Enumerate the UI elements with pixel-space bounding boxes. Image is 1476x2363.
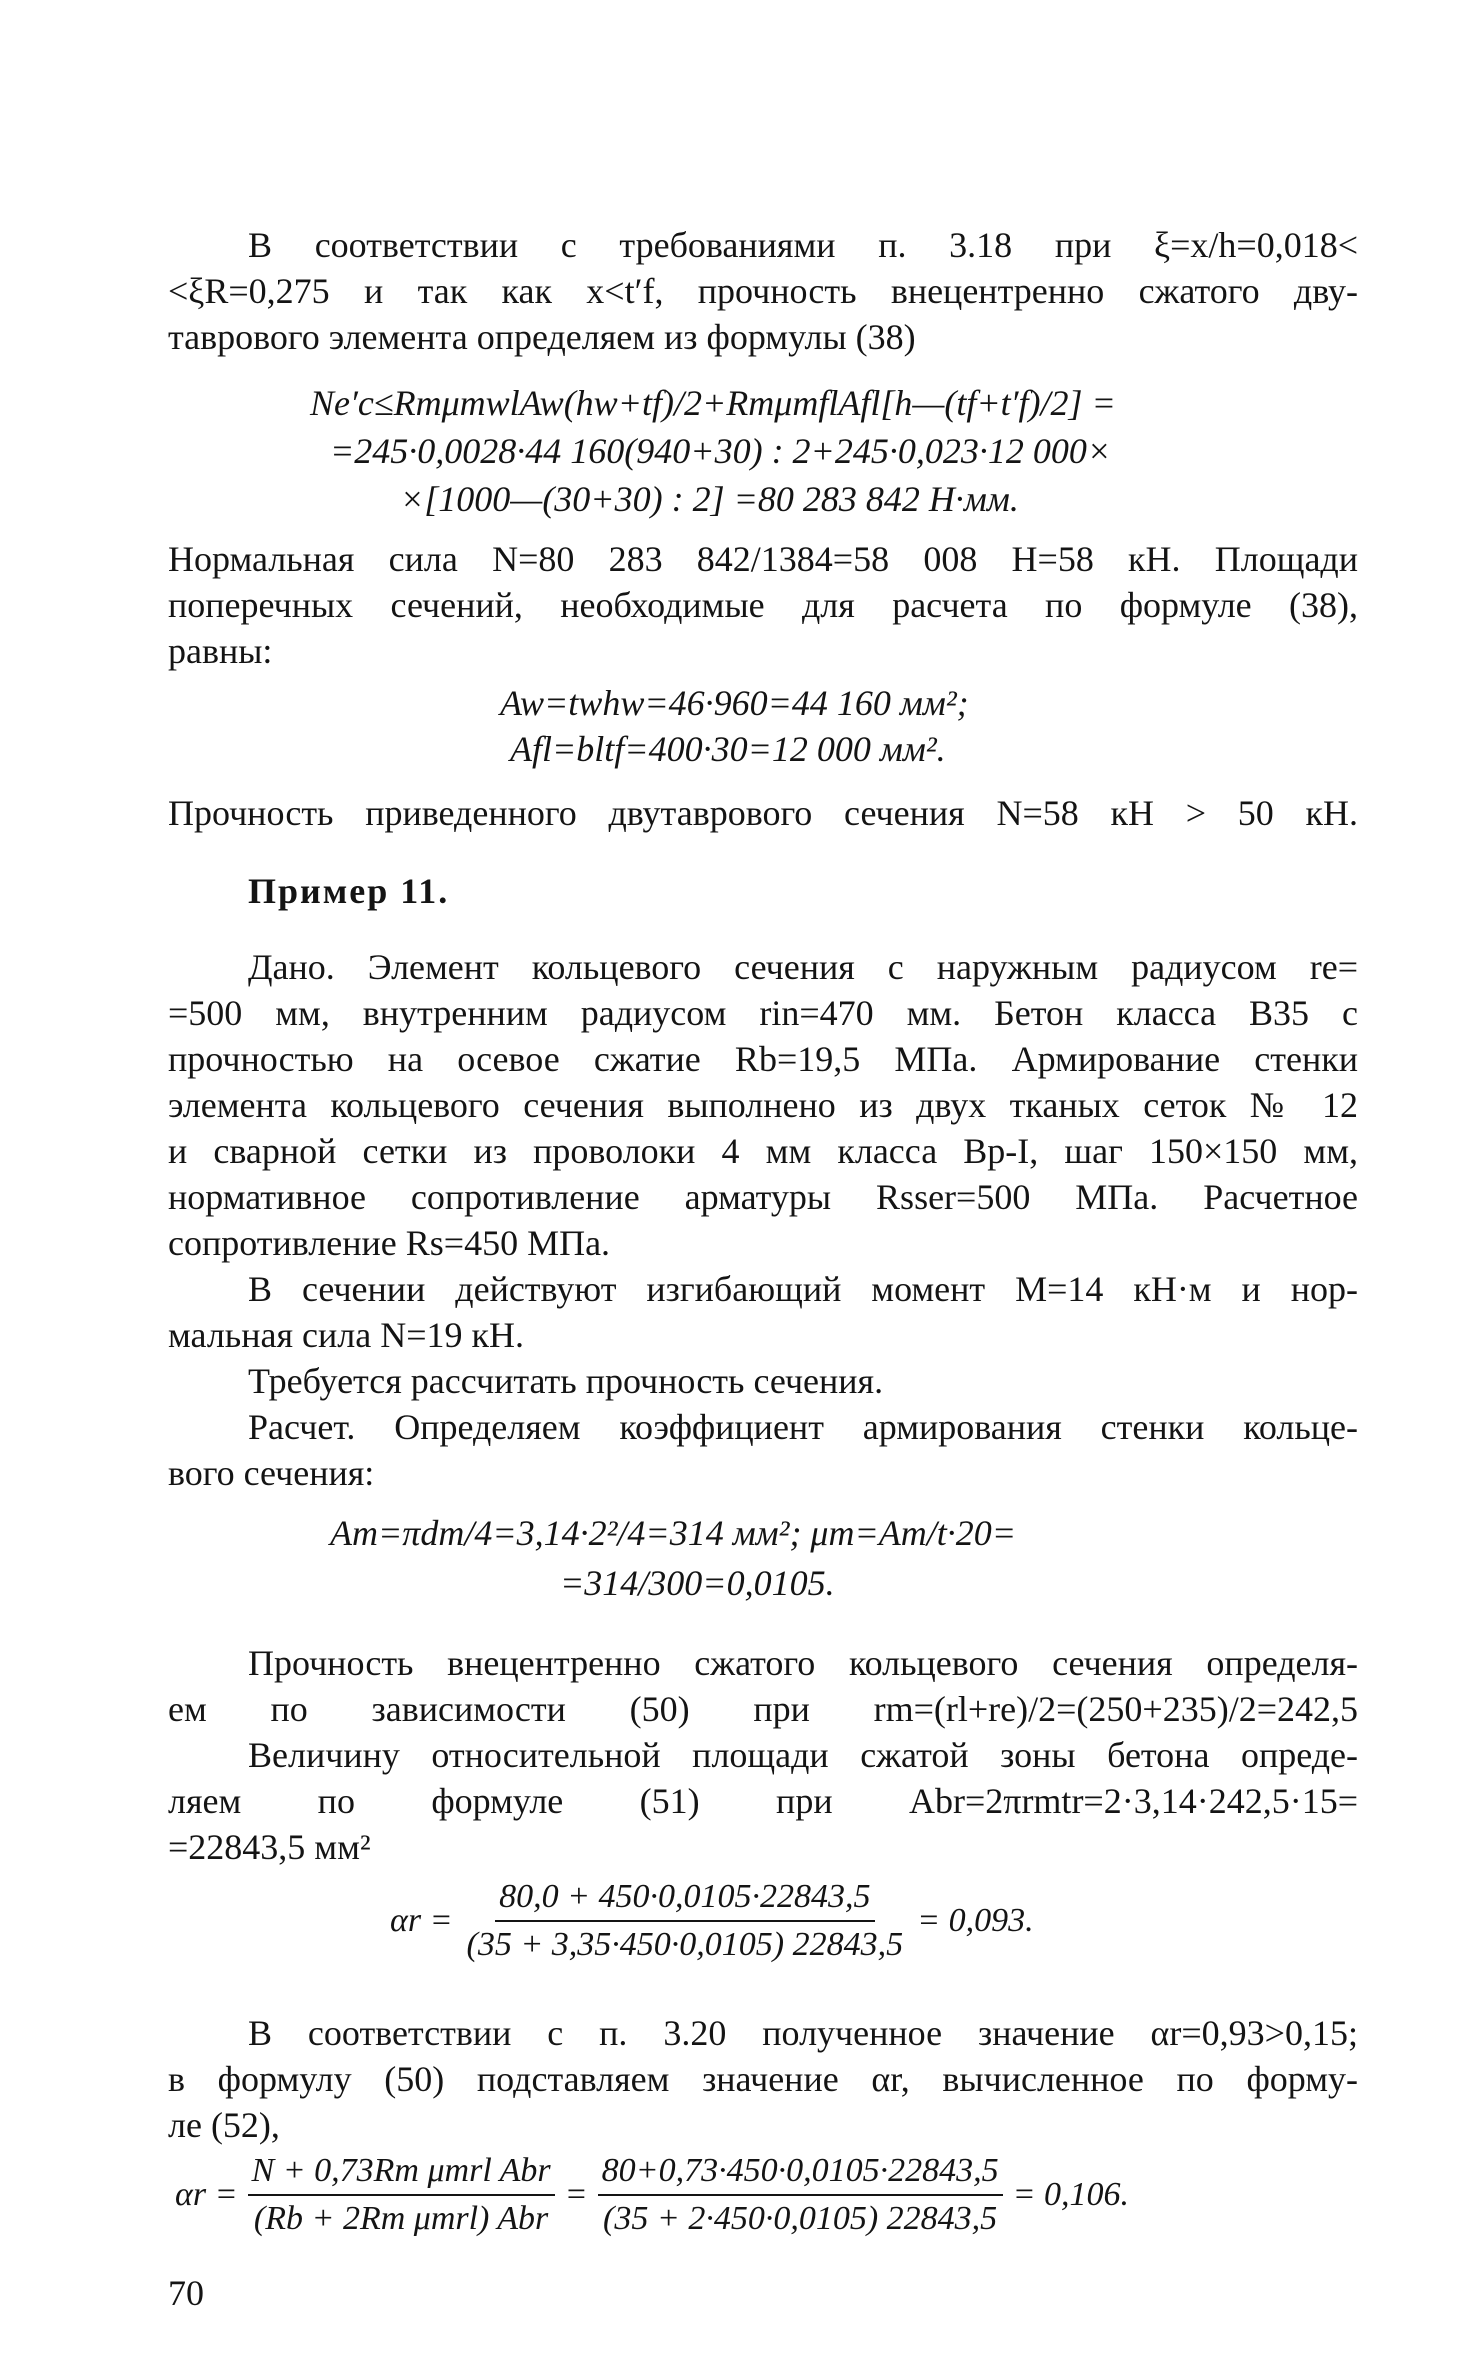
p7-line-1: Расчет. Определяем коэффициент армирования стенки кольце- — [248, 1407, 1358, 1447]
formula-5-equals: = — [564, 2176, 588, 2213]
p5-line-2: мальная сила N=19 кН. — [168, 1315, 524, 1355]
formula-5-denominator-2: (35 + 2·450·0,0105) 22843,5 — [603, 2200, 998, 2237]
formula-1-line-1: Ne′c≤RmμmwlAw(hw+tf)/2+RmμmflAfl[h—(tf+t′f)/2] = — [310, 383, 1116, 423]
example-heading: Пример 11. — [248, 871, 450, 911]
formula-5-denominator-1: (Rb + 2Rm μmrl) Abr — [253, 2200, 549, 2237]
page-number: 70 — [168, 2273, 204, 2313]
p1-line-1: В соответствии с требованиями п. 3.18 при ξ=x/h=0,018< — [248, 225, 1358, 265]
p3-line: Прочность приведенного двутаврового сечения N=58 кН > 50 кН. — [168, 793, 1358, 833]
formula-4-numerator: 80,0 + 450·0,0105·22843,5 — [495, 1878, 874, 1922]
formula-5-fraction-1 — [248, 2152, 555, 2238]
p10-line-3: ле (52), — [168, 2105, 280, 2145]
p1-line-2: <ξR=0,275 и так как x<t′f, прочность внецентренно сжатого дву- — [168, 271, 1358, 311]
formula-5 — [175, 2152, 1129, 2238]
p4-line-4: элемента кольцевого сечения выполнено из двух тканых сеток № 12 — [168, 1085, 1358, 1125]
p4-line-7: сопротивление Rs=450 МПа. — [168, 1223, 611, 1263]
p4-line-2: =500 мм, внутренним радиусом rin=470 мм. Бетон класса В35 с — [168, 993, 1358, 1033]
formula-4-fraction — [463, 1878, 908, 1964]
formula-5-fraction-2 — [598, 2152, 1003, 2238]
formula-1-line-3: ×[1000—(30+30) : 2] =80 283 842 Н·мм. — [400, 479, 1019, 519]
formula-4 — [390, 1878, 1034, 1964]
p6-line: Требуется рассчитать прочность сечения. — [248, 1361, 884, 1401]
formula-2-line-1: Aw=twhw=46·960=44 160 мм²; — [500, 683, 969, 723]
p9-line-2: ляем по формуле (51) при Abr=2πrmtr=2·3,14·242,5·15= — [168, 1781, 1358, 1821]
p4-line-6: нормативное сопротивление арматуры Rsser=500 МПа. Расчетное — [168, 1177, 1358, 1217]
formula-5-numerator-1: N + 0,73Rm μmrl Abr — [248, 2152, 555, 2196]
p9-line-3: =22843,5 мм² — [168, 1827, 371, 1867]
p9-line-1: Величину относительной площади сжатой зоны бетона опреде- — [248, 1735, 1358, 1775]
p2-line-3: равны: — [168, 631, 273, 671]
formula-5-rhs: = 0,106. — [1012, 2176, 1130, 2213]
formula-1-line-2: =245·0,0028·44 160(940+30) : 2+245·0,023·12 000× — [330, 431, 1112, 471]
formula-4-lhs: αr = — [390, 1902, 453, 1939]
p7-line-2: вого сечения: — [168, 1453, 375, 1493]
p2-line-2: поперечных сечений, необходимые для расчета по формуле (38), — [168, 585, 1358, 625]
p10-line-1: В соответствии с п. 3.20 полученное значение αr=0,93>0,15; — [248, 2013, 1358, 2053]
formula-3-line-2: =314/300=0,0105. — [560, 1563, 835, 1603]
formula-2-line-2: Afl=bltf=400·30=12 000 мм². — [510, 729, 946, 769]
p2-line-1: Нормальная сила N=80 283 842/1384=58 008 Н=58 кН. Площади — [168, 539, 1358, 579]
formula-3-line-1: Am=πdm/4=3,14·2²/4=314 мм²; μm=Am/t·20= — [330, 1513, 1017, 1553]
p4-line-5: и сварной сетки из проволоки 4 мм класса Вр-I, шаг 150×150 мм, — [168, 1131, 1358, 1171]
formula-4-rhs: = 0,093. — [917, 1902, 1034, 1939]
formula-5-numerator-2: 80+0,73·450·0,0105·22843,5 — [598, 2152, 1003, 2196]
p8-line-2: ем по зависимости (50) при rm=(rl+re)/2=(250+235)/2=242,5 — [168, 1689, 1358, 1729]
p5-line-1: В сечении действуют изгибающий момент M=14 кН·м и нор- — [248, 1269, 1358, 1309]
p10-line-2: в формулу (50) подставляем значение αr, вычисленное по форму- — [168, 2059, 1358, 2099]
formula-5-lhs: αr = — [175, 2176, 238, 2213]
p4-line-3: прочностью на осевое сжатие Rb=19,5 МПа. Армирование стенки — [168, 1039, 1358, 1079]
formula-4-denominator: (35 + 3,35·450·0,0105) 22843,5 — [466, 1926, 904, 1963]
p1-line-3: таврового элемента определяем из формулы (38) — [168, 317, 916, 357]
p4-line-1: Дано. Элемент кольцевого сечения с наружным радиусом re= — [248, 947, 1358, 987]
p8-line-1: Прочность внецентренно сжатого кольцевого сечения определя- — [248, 1643, 1358, 1683]
